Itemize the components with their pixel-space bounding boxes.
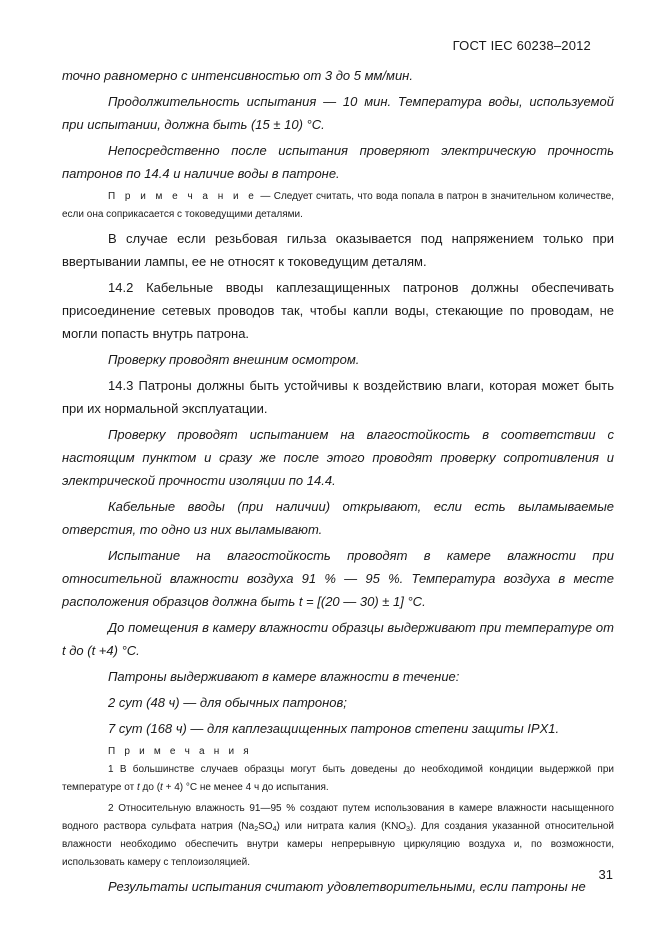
paragraph-strength-check: Непосредственно после испытания проверяют электрическую прочность патронов по 14.4 и наличие воды в патроне. xyxy=(62,143,614,181)
paragraph-humidity-chamber: Испытание на влагостойкость проводят в камере влажности при относительной влажности воздуха 91 % — 95 %. Температура воздуха в месте расположения образцов должна быть t = [(20 — 30) ± 1] °С. xyxy=(62,548,614,609)
note-text: — Следует считать, что вода попала в патрон в значительном количестве, если она соприкасается с токоведущими деталями. xyxy=(62,191,614,220)
notes-heading: П р и м е ч а н и я xyxy=(108,746,252,757)
paragraph-14-3: 14.3 Патроны должны быть устойчивы к воздействию влаги, которая может быть при их нормальной эксплуатации. xyxy=(62,378,614,416)
paragraph-exposure-time: Патроны выдерживают в камере влажности в течение: xyxy=(108,669,460,684)
note-1: 1 В большинстве случаев образцы могут быть доведены до необходимой кондиции выдержкой при температуре от t до (t + 4) °С не менее 4 ч до испытания. xyxy=(62,764,614,793)
paragraph-preconditioning: До помещения в камеру влажности образцы выдерживают при температуре от t до (t +4) °С. xyxy=(62,620,614,658)
list-item-ordinary: 2 сут (48 ч) — для обычных патронов; xyxy=(108,695,347,710)
page-number: 31 xyxy=(598,867,613,882)
paragraph-test-duration: Продолжительность испытания — 10 мин. Температура воды, используемой при испытании, должна быть (15 ± 10) °С. xyxy=(62,94,614,132)
paragraph-humidity-test-method: Проверку проводят испытанием на влагостойкость в соответствии с настоящим пунктом и сразу же после этого проводят проверку сопротивления и электрической прочности изоляции по 14.4. xyxy=(62,427,614,488)
document-body xyxy=(62,64,614,898)
paragraph-visual-inspection: Проверку проводят внешним осмотром. xyxy=(108,352,360,367)
note-2: 2 Относительную влажность 91—95 % создают путем использования в камере влажности насыщенного водного раствора сульфата натрия $(Na_2SO_4)$ или нитрата калия $(KNO_3)$. Для создания указанной относительной влажности необходимо обеспечить внутри камеры непрерывную циркуляцию воздуха и, по возможности, использовать камеру с теплоизоляцией. xyxy=(62,803,614,868)
paragraph-rain-intensity: точно равномерно с интенсивностью от 3 до 5 мм/мин. xyxy=(62,68,413,83)
paragraph-cable-entries: Кабельные вводы (при наличии) открывают, если есть выламываемые отверстия, то одно из них выламывают. xyxy=(62,499,614,537)
note-water-ingress xyxy=(62,188,614,224)
list-item-drip-proof: 7 сут (168 ч) — для каплезащищенных патронов степени защиты IPX1. xyxy=(108,721,560,736)
standard-header: ГОСТ IEC 60238–2012 xyxy=(452,38,591,53)
note-label: П р и м е ч а н и е xyxy=(108,191,258,202)
paragraph-screw-shell: В случае если резьбовая гильза оказывается под напряжением только при ввертывании лампы, ее не относят к токоведущим деталям. xyxy=(62,231,614,269)
paragraph-results: Результаты испытания считают удовлетворительными, если патроны не xyxy=(108,879,586,894)
paragraph-14-2: 14.2 Кабельные вводы каплезащищенных патронов должны обеспечивать присоединение сетевых проводов так, чтобы капли воды, стекающие по проводам, не могли попасть внутрь патрона. xyxy=(62,280,614,341)
